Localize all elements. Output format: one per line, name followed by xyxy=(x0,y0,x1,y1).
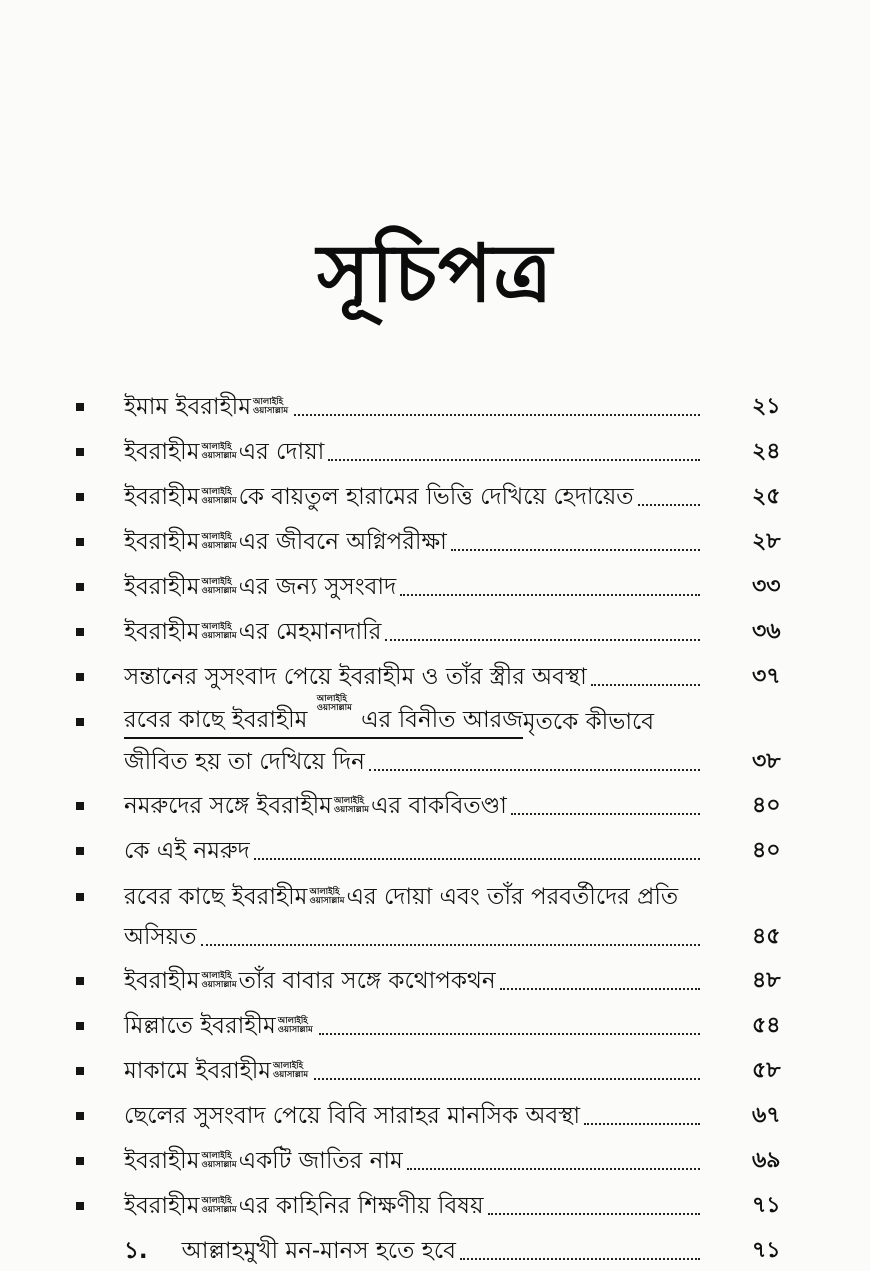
toc-entry: ইবরাহীম আলাইহি ওয়াসাল্লাম তাঁর বাবার সঙ্গে কথোপকথন xyxy=(124,964,704,998)
honorific: আলাইহি ওয়াসাল্লাম xyxy=(316,694,352,713)
page-title: সূচিপত্র xyxy=(317,226,553,320)
page-number: ৩৬ xyxy=(752,619,781,644)
toc-entry-continuation: অসিয়ত xyxy=(124,920,704,954)
leader-dots xyxy=(407,1167,700,1170)
leader-dots xyxy=(294,413,700,416)
bullet xyxy=(76,1202,84,1210)
page-number: ৩৮ xyxy=(752,749,781,774)
toc-entry: মিল্লাতে ইবরাহীম আলাইহি ওয়াসাল্লাম xyxy=(124,1009,704,1043)
honorific: আলাইহি ওয়াসাল্লাম xyxy=(333,796,370,815)
honorific: আলাইহি ওয়াসাল্লাম xyxy=(309,887,345,906)
honorific: আলাইহি ওয়াসাল্লাম xyxy=(201,1151,237,1170)
page-number: ৭১ xyxy=(752,1238,781,1263)
honorific: আলাইহি ওয়াসাল্লাম xyxy=(201,971,237,990)
bullet xyxy=(76,538,84,546)
bullet xyxy=(76,893,84,901)
leader-dots xyxy=(591,683,700,686)
honorific: আলাইহি ওয়াসাল্লাম xyxy=(253,397,289,416)
leader-dots xyxy=(400,593,700,596)
page-number: ৪০ xyxy=(752,793,781,818)
leader-dots xyxy=(451,548,700,551)
page-number: ৫৪ xyxy=(752,1013,781,1038)
toc-entry: নমরুদের সঙ্গে ইবরাহীম আলাইহি ওয়াসাল্লাম এর বাকবিতণ্ডা xyxy=(124,789,704,823)
honorific: আলাইহি ওয়াসাল্লাম xyxy=(277,1016,313,1035)
page-number: ৩৭ xyxy=(752,664,781,689)
toc-entry: ইবরাহীম আলাইহি ওয়াসাল্লাম এর মেহমানদারি xyxy=(124,615,704,649)
leader-dots xyxy=(460,1257,700,1260)
bullet xyxy=(76,1112,84,1120)
page-number: ২১ xyxy=(752,394,781,419)
page-number: ৭১ xyxy=(752,1193,781,1218)
page-number: ৬৯ xyxy=(752,1148,781,1173)
toc-entry: ইবরাহীম আলাইহি ওয়াসাল্লাম এর দোয়া xyxy=(124,435,704,469)
bullet xyxy=(76,847,84,855)
honorific: আলাইহি ওয়াসাল্লাম xyxy=(201,577,237,596)
leader-dots xyxy=(201,943,701,946)
leader-dots xyxy=(314,1077,700,1080)
toc-entry-continuation: জীবিত হয় তা দেখিয়ে দিন xyxy=(124,745,704,779)
page-number: ৪৮ xyxy=(752,968,781,993)
page-number: ২৫ xyxy=(752,484,781,509)
leader-dots xyxy=(319,1032,700,1035)
bullet xyxy=(76,628,84,636)
leader-dots xyxy=(638,503,700,506)
page-number: ২৪ xyxy=(752,439,781,464)
toc-entry: ইবরাহীম আলাইহি ওয়াসাল্লাম এর জীবনে অগ্নিপরীক্ষা xyxy=(124,525,704,559)
honorific: আলাইহি ওয়াসাল্লাম xyxy=(201,1196,237,1215)
page-number: ২৮ xyxy=(752,529,781,554)
honorific: আলাইহি ওয়াসাল্লাম xyxy=(201,532,237,551)
bullet xyxy=(76,493,84,501)
leader-dots xyxy=(254,857,700,860)
page-number: ৩৩ xyxy=(752,574,781,599)
leader-dots xyxy=(584,1122,700,1125)
bullet xyxy=(76,403,84,411)
page-number: ৬৭ xyxy=(752,1103,781,1128)
bullet xyxy=(76,673,84,681)
underlined-text: রবের কাছে ইবরাহীম আলাইহি ওয়াসাল্লাম এর বিনীত আরজ xyxy=(124,703,523,739)
leader-dots xyxy=(500,987,700,990)
page-number: ৪০ xyxy=(752,838,781,863)
leader-dots xyxy=(488,1212,700,1215)
bullet xyxy=(76,802,84,810)
leader-dots xyxy=(369,768,700,771)
toc-entry: ইবরাহীম আলাইহি ওয়াসাল্লাম কে বায়তুল হারামের ভিত্তি দেখিয়ে হেদায়েত xyxy=(124,480,704,514)
honorific: আলাইহি ওয়াসাল্লাম xyxy=(201,442,237,461)
bullet xyxy=(76,448,84,456)
toc-entry: ইবরাহীম আলাইহি ওয়াসাল্লাম এর কাহিনির শিক্ষণীয় বিষয় xyxy=(124,1189,704,1223)
bullet xyxy=(76,1157,84,1165)
bullet xyxy=(76,583,84,591)
honorific: আলাইহি ওয়াসাল্লাম xyxy=(201,487,237,506)
toc-entry: ইবরাহীম আলাইহি ওয়াসাল্লাম একটি জাতির নাম xyxy=(124,1144,704,1178)
toc-entry: মাকামে ইবরাহীম আলাইহি ওয়াসাল্লাম xyxy=(124,1054,704,1088)
toc-entry: ইবরাহীম আলাইহি ওয়াসাল্লাম এর জন্য সুসংবাদ xyxy=(124,570,704,604)
entry-text: ইমাম ইবরাহীম xyxy=(124,394,252,420)
bullet xyxy=(76,977,84,985)
toc-entry xyxy=(124,390,704,424)
toc-subentry: ১. আল্লাহমুখী মন-মানস হতে হবে xyxy=(124,1234,704,1268)
item-number: ১. xyxy=(124,1238,148,1264)
toc-entry: ছেলের সুসংবাদ পেয়ে বিবি সারাহর মানসিক অবস্থা xyxy=(124,1099,704,1133)
bullet xyxy=(76,1022,84,1030)
leader-dots xyxy=(328,458,700,461)
page-number: ৪৫ xyxy=(752,924,781,949)
leader-dots xyxy=(385,638,700,641)
page-number: ৫৮ xyxy=(752,1058,781,1083)
honorific: আলাইহি ওয়াসাল্লাম xyxy=(201,622,237,641)
honorific: আলাইহি ওয়াসাল্লাম xyxy=(273,1061,309,1080)
bullet xyxy=(76,1067,84,1075)
bullet xyxy=(76,718,84,726)
leader-dots xyxy=(511,812,700,815)
toc-entry: রবের কাছে ইবরাহীম আলাইহি ওয়াসাল্লাম এর দোয়া এবং তাঁর পরবর্তীদের প্রতি xyxy=(124,884,679,910)
toc-entry: কে এই নমরুদ xyxy=(124,834,704,868)
toc-entry: রবের কাছে ইবরাহীম আলাইহি ওয়াসাল্লাম এর বিনীত আরজ মৃতকে কীভাবে xyxy=(124,705,724,739)
toc-entry: সন্তানের সুসংবাদ পেয়ে ইবরাহীম ও তাঁর স্ত্রীর অবস্থা xyxy=(124,660,704,694)
